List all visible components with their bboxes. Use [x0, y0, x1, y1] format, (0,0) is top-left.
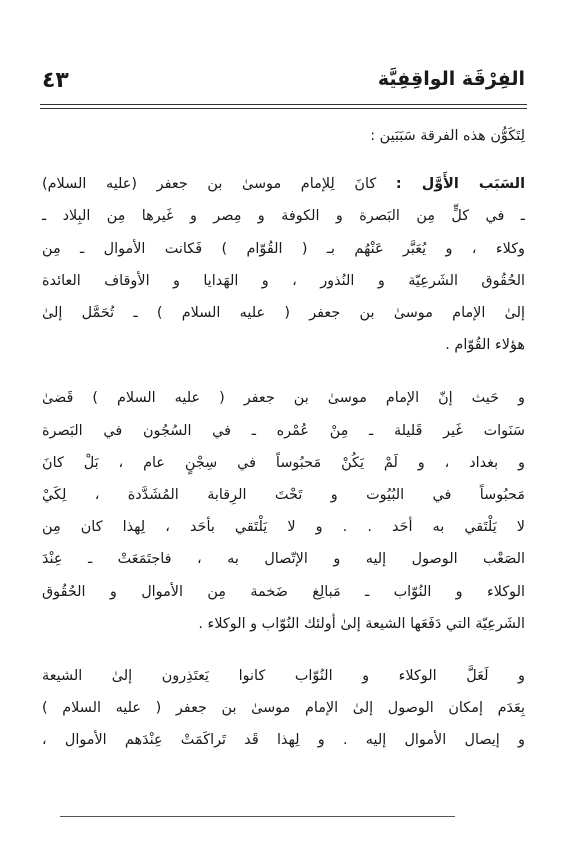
paragraph-line: الحُقُوق الشَرعِيّة و النُذور ، و الهَدايا و الأوقاف العائدة — [42, 272, 525, 289]
paragraph-line: الشَرعِيّة التي دَفَعَها الشيعة إلىٰ أولئك النُوّاب و الوكلاء . — [198, 615, 525, 632]
section-label: السَبَب الأَوَّل : — [395, 176, 525, 193]
header-rule-secondary — [40, 108, 527, 109]
footnote-rule — [60, 816, 455, 817]
intro-text: لِتَكَوُّن هذه الفرقة سَبَبَين : — [370, 128, 525, 144]
paragraph-line: سَنَوات غَير قَليلة ـ مِنْ عُمْره ـ في السُجُون في البَصرة — [42, 422, 525, 439]
paragraph-line: لا يَلْتَقي به أحَد . . و لا يَلْتَقي بأحَد ، لِهذا كان مِن — [42, 519, 525, 536]
paragraph-line: الصَعْب الوصول إليه و الإتّصال به ، فاجتَمَعَتْ ـ عِنْدَ — [42, 551, 525, 568]
paragraph-line: و لَعَلَّ الوكلاء و النُوّاب كانوا يَعتَذِرون إلىٰ الشيعة — [42, 668, 525, 685]
body-text — [42, 118, 525, 757]
paragraph-line: إلىٰ الإمام موسىٰ بن جعفر ( عليه السلام ) ـ تُحَمَّل إلىٰ — [42, 305, 525, 322]
paragraph-1 — [42, 168, 525, 361]
paragraph-line: و بغداد ، و لَمْ يَكُنْ مَحبُوساً في سِجْنٍ عام ، بَلْ كانَ — [42, 454, 525, 471]
page-header — [42, 64, 525, 98]
page-number: ٤٣ — [42, 68, 69, 93]
header-rule — [40, 104, 527, 105]
paragraph-line: و حَيث إنّ الإمام موسىٰ بن جعفر ( عليه السلام ) قَضىٰ — [42, 390, 525, 407]
paragraph-line: مَحبُوساً في البُيُوت و تَحْتَ الرِقابة المُشَدَّدة ، لِكَيْ — [42, 487, 525, 504]
paragraph-line: السَبَب الأَوَّل : كانَ لِلإمام موسىٰ بن جعفر (عليه السلام) — [42, 176, 525, 193]
paragraph-line: بِعَدَم إمكان الوصول إلىٰ الإمام موسىٰ بن جعفر ( عليه السلام ) — [42, 700, 525, 717]
paragraph-3 — [42, 660, 525, 757]
paragraph-line: الوكلاء و النُوّاب ـ مَبالِغ ضَخمة مِن الأموال و الحُقُوق — [42, 583, 525, 600]
paragraph-2 — [42, 382, 525, 640]
intro-line — [42, 120, 525, 152]
paragraph-line: ـ في كلٍّ مِن البَصرة و الكوفة و مِصر و غَيرها مِن البِلاد ـ — [42, 208, 525, 225]
paragraph-line: و إيصال الأموال إليه . و لِهذا قَد تَراكَمَتْ عِنْدَهم الأموال ، — [42, 732, 525, 749]
paragraph-line: هؤلاء القُوّام . — [445, 337, 525, 354]
running-title: الفِرْقَة الواقِفِيَّة — [377, 68, 525, 90]
paragraph-line: وكلاء ، و يُعَبَّر عَنْهُم بـ ( القُوّام ) فَكانت الأموال ـ مِن — [42, 240, 525, 257]
